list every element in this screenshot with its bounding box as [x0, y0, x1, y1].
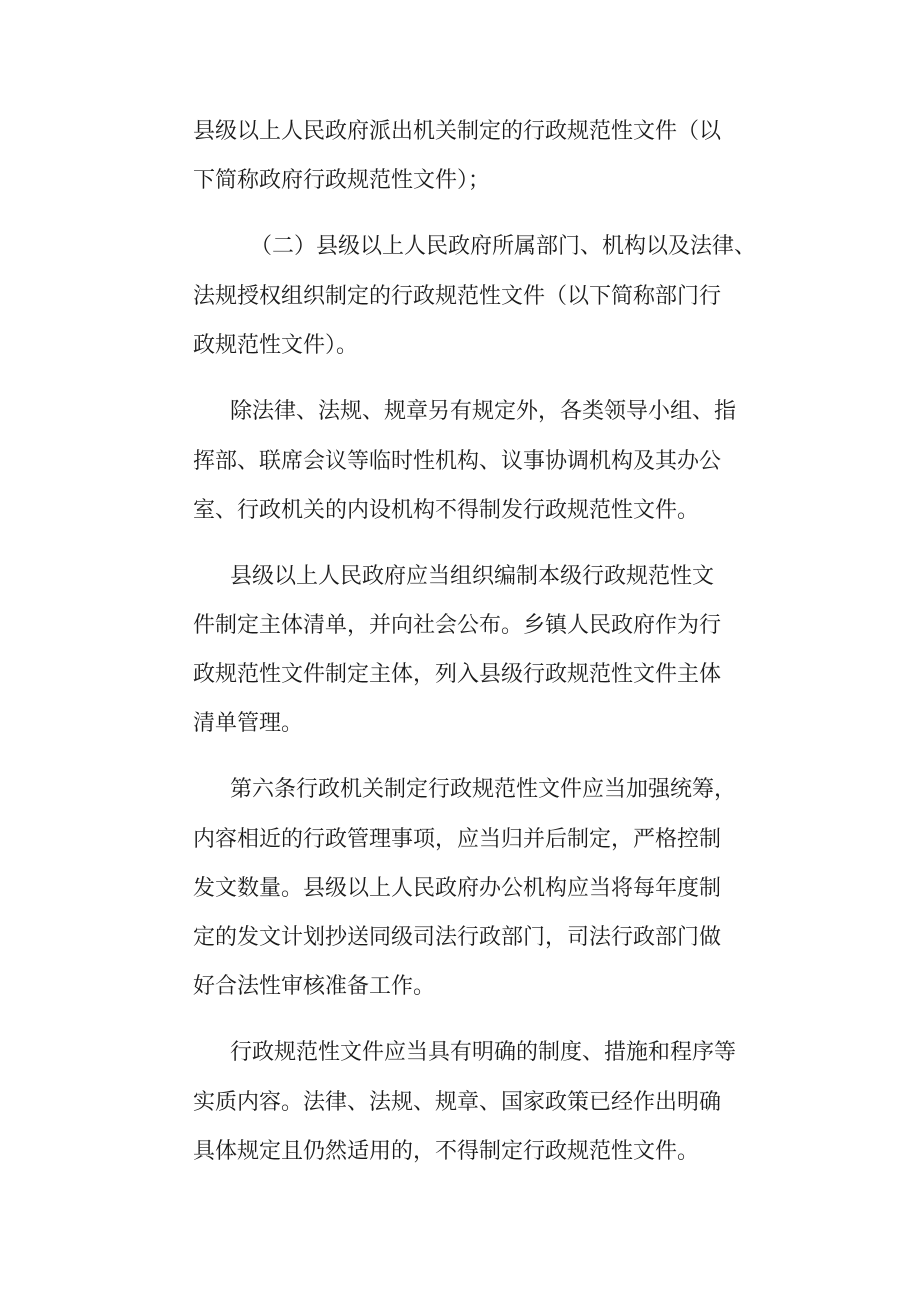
text-line: 第六条行政机关制定行政规范性文件应当加强统筹， [230, 777, 737, 802]
text-line: 法规授权组织制定的行政规范性文件（以下简称部门行 [193, 284, 722, 309]
text-line: 内容相近的行政管理事项，应当归并后制定，严格控制 [193, 827, 722, 852]
text-line: （二）县级以上人民政府所属部门、机构以及法律、 [250, 234, 757, 259]
text-line: 好合法性审核准备工作。 [193, 974, 436, 999]
text-line: 挥部、联席会议等临时性机构、议事协调机构及其办公 [193, 449, 722, 474]
text-line: 政规范性文件制定主体，列入县级行政规范性文件主体 [193, 662, 722, 687]
text-line: 发文数量。县级以上人民政府办公机构应当将每年度制 [193, 876, 722, 901]
text-line: 件制定主体清单，并向社会公布。乡镇人民政府作为行 [193, 613, 722, 638]
text-line: 室、行政机关的内设机构不得制发行政规范性文件。 [193, 498, 700, 523]
text-line: 县级以上人民政府派出机关制定的行政规范性文件（以 [193, 119, 722, 144]
text-line: 政规范性文件）。 [193, 333, 359, 358]
text-line: 下简称政府行政规范性文件）； [193, 168, 491, 193]
text-line: 具体规定且仍然适用的，不得制定行政规范性文件。 [193, 1139, 700, 1164]
text-line: 县级以上人民政府应当组织编制本级行政规范性文 [230, 564, 715, 589]
text-line: 定的发文计划抄送同级司法行政部门，司法行政部门做 [193, 925, 722, 950]
text-line: 除法律、法规、规章另有规定外，各类领导小组、指 [230, 399, 737, 424]
text-line: 实质内容。法律、法规、规章、国家政策已经作出明确 [193, 1090, 722, 1115]
text-line: 行政规范性文件应当具有明确的制度、措施和程序等 [230, 1040, 737, 1065]
text-line: 清单管理。 [193, 711, 304, 736]
